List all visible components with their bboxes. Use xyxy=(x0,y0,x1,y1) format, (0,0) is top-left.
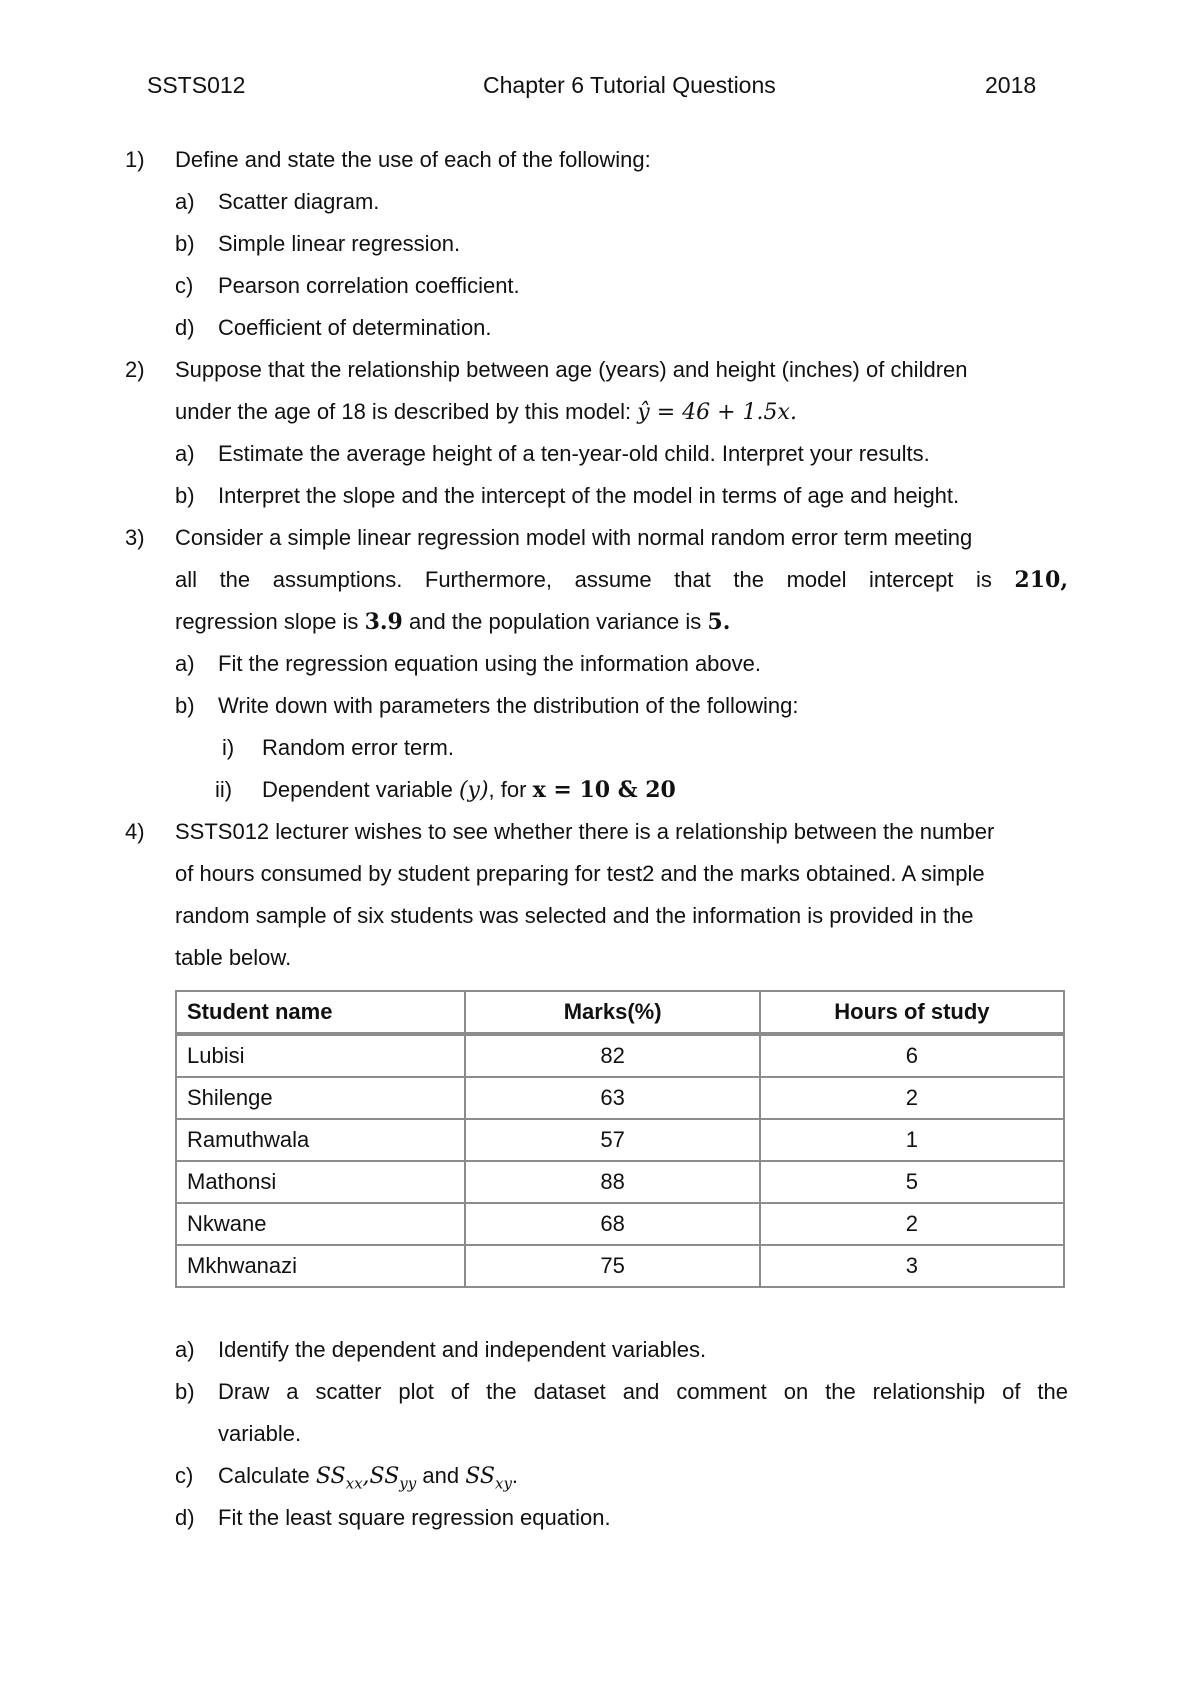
item-text xyxy=(218,1461,518,1498)
separator: , xyxy=(362,1464,370,1489)
question-text: random sample of six students was selected and the information is provided in the xyxy=(175,903,974,928)
cell-student-name: Shilenge xyxy=(176,1077,465,1119)
word: that xyxy=(674,567,711,592)
word: assume xyxy=(574,567,652,592)
word: assumptions. xyxy=(272,567,403,592)
variance-value: 5. xyxy=(707,609,731,635)
item-text-mid: , for xyxy=(488,777,527,802)
word: Draw xyxy=(218,1379,270,1404)
question-number: 3) xyxy=(125,525,145,550)
cell-hours: 5 xyxy=(760,1161,1064,1203)
ss-symbol: SS xyxy=(465,1464,495,1489)
ss-subscript: xx xyxy=(345,1474,363,1493)
cell-marks: 68 xyxy=(465,1203,759,1245)
word: intercept xyxy=(869,567,954,592)
item-text: Random error term. xyxy=(262,735,454,760)
question-text: regression slope is xyxy=(175,609,359,634)
table-row xyxy=(176,1077,1064,1119)
question-number: 2) xyxy=(125,357,145,382)
item-label: b) xyxy=(175,693,195,718)
conjunction: and xyxy=(422,1463,460,1488)
item-text-prefix: Calculate xyxy=(218,1463,310,1488)
cell-hours: 1 xyxy=(760,1119,1064,1161)
word: the xyxy=(219,567,251,592)
cell-student-name: Mkhwanazi xyxy=(176,1245,465,1287)
item-label: b) xyxy=(175,483,195,508)
question-3-line-3 xyxy=(175,607,730,637)
cell-marks: 75 xyxy=(465,1245,759,1287)
cell-hours: 2 xyxy=(760,1203,1064,1245)
item-label: i) xyxy=(222,735,235,760)
column-header-student-name: Student name xyxy=(176,991,465,1034)
item-label: c) xyxy=(175,273,194,298)
item-text xyxy=(218,1377,1068,1407)
column-header-marks: Marks(%) xyxy=(465,991,759,1034)
item-text-main: Dependent variable xyxy=(262,777,453,802)
cell-hours: 6 xyxy=(760,1034,1064,1077)
word: the xyxy=(486,1379,517,1404)
cell-marks: 88 xyxy=(465,1161,759,1203)
word: plot xyxy=(398,1379,434,1404)
cell-marks: 63 xyxy=(465,1077,759,1119)
item-label: ii) xyxy=(215,777,233,802)
word: relationship xyxy=(872,1379,986,1404)
table-row xyxy=(176,1203,1064,1245)
word: of xyxy=(1002,1379,1021,1404)
cell-student-name: Lubisi xyxy=(176,1034,465,1077)
ss-xx xyxy=(315,1464,363,1493)
word: a xyxy=(286,1379,299,1404)
x-values: x = 10 & 20 xyxy=(532,777,676,803)
item-label: b) xyxy=(175,1379,195,1404)
word: model xyxy=(786,567,847,592)
cell-marks: 57 xyxy=(465,1119,759,1161)
header-course: SSTS012 xyxy=(147,72,246,98)
period: . xyxy=(511,1463,519,1488)
word: the xyxy=(825,1379,856,1404)
table-row xyxy=(176,1245,1064,1287)
item-text-continuation: variable. xyxy=(218,1421,302,1446)
student-data-table xyxy=(175,990,1065,1288)
variable-y: (y) xyxy=(458,778,489,803)
item-label: a) xyxy=(175,1337,195,1362)
question-text: Consider a simple linear regression model with normal random error term meeting xyxy=(175,525,973,550)
word: of xyxy=(450,1379,470,1404)
regression-model: ŷ = 46 + 1.5x. xyxy=(637,400,797,425)
item-text: Estimate the average height of a ten-year-old child. Interpret your results. xyxy=(218,441,930,466)
item-text: Fit the least square regression equation. xyxy=(218,1505,611,1530)
question-text: table below. xyxy=(175,945,292,970)
word: on xyxy=(783,1379,809,1404)
word: scatter xyxy=(315,1379,382,1404)
cell-marks: 82 xyxy=(465,1034,759,1077)
item-text: Interpret the slope and the intercept of the model in terms of age and height. xyxy=(218,483,960,508)
item-text xyxy=(262,775,676,806)
question-number: 1) xyxy=(125,147,145,172)
header-title: Chapter 6 Tutorial Questions xyxy=(483,72,776,98)
ss-symbol: SS xyxy=(315,1464,346,1489)
question-text: Define and state the use of each of the following: xyxy=(175,147,651,172)
ss-subscript: yy xyxy=(399,1474,417,1493)
item-label: d) xyxy=(175,315,195,340)
item-label: a) xyxy=(175,189,195,214)
word: is xyxy=(975,567,992,592)
ss-symbol: SS xyxy=(369,1464,400,1489)
table-row xyxy=(176,1119,1064,1161)
word: all xyxy=(175,567,198,592)
table-row xyxy=(176,1034,1064,1077)
question-text: under the age of 18 is described by this model: xyxy=(175,399,632,424)
item-text: Pearson correlation coefficient. xyxy=(218,273,520,298)
question-text: SSTS012 lecturer wishes to see whether there is a relationship between the number xyxy=(175,819,995,844)
item-label: a) xyxy=(175,651,195,676)
question-text: Suppose that the relationship between age (years) and height (inches) of children xyxy=(175,357,968,382)
question-2-line-2 xyxy=(175,397,797,428)
item-text: Identify the dependent and independent variables. xyxy=(218,1337,707,1362)
ss-xy xyxy=(465,1464,512,1493)
item-label: b) xyxy=(175,231,195,256)
header-year: 2018 xyxy=(985,72,1037,98)
cell-hours: 2 xyxy=(760,1077,1064,1119)
item-text: Simple linear regression. xyxy=(218,231,461,256)
cell-student-name: Mathonsi xyxy=(176,1161,465,1203)
question-number: 4) xyxy=(125,819,145,844)
word: dataset xyxy=(533,1379,606,1404)
column-header-hours: Hours of study xyxy=(760,991,1064,1034)
item-text: Write down with parameters the distribution of the following: xyxy=(218,693,799,718)
question-text: and the population variance is xyxy=(408,609,702,634)
item-text: Fit the regression equation using the information above. xyxy=(218,651,761,676)
question-3-line-2 xyxy=(175,565,1068,595)
table-row xyxy=(176,1161,1064,1203)
item-text: Scatter diagram. xyxy=(218,189,380,214)
word: comment xyxy=(676,1379,767,1404)
word: the xyxy=(733,567,765,592)
question-text: of hours consumed by student preparing for test2 and the marks obtained. A simple xyxy=(175,861,985,886)
table-header-row xyxy=(176,991,1064,1034)
item-label: a) xyxy=(175,441,195,466)
word: the xyxy=(1037,1379,1068,1404)
ss-yy xyxy=(369,1464,417,1493)
word: Furthermore, xyxy=(424,567,553,592)
item-label: c) xyxy=(175,1463,194,1488)
cell-student-name: Ramuthwala xyxy=(176,1119,465,1161)
cell-student-name: Nkwane xyxy=(176,1203,465,1245)
intercept-value: 210, xyxy=(1014,567,1068,593)
slope-value: 3.9 xyxy=(364,609,403,635)
item-text: Coefficient of determination. xyxy=(218,315,492,340)
word: and xyxy=(622,1379,660,1404)
ss-subscript: xy xyxy=(494,1474,512,1493)
cell-hours: 3 xyxy=(760,1245,1064,1287)
item-label: d) xyxy=(175,1505,195,1530)
